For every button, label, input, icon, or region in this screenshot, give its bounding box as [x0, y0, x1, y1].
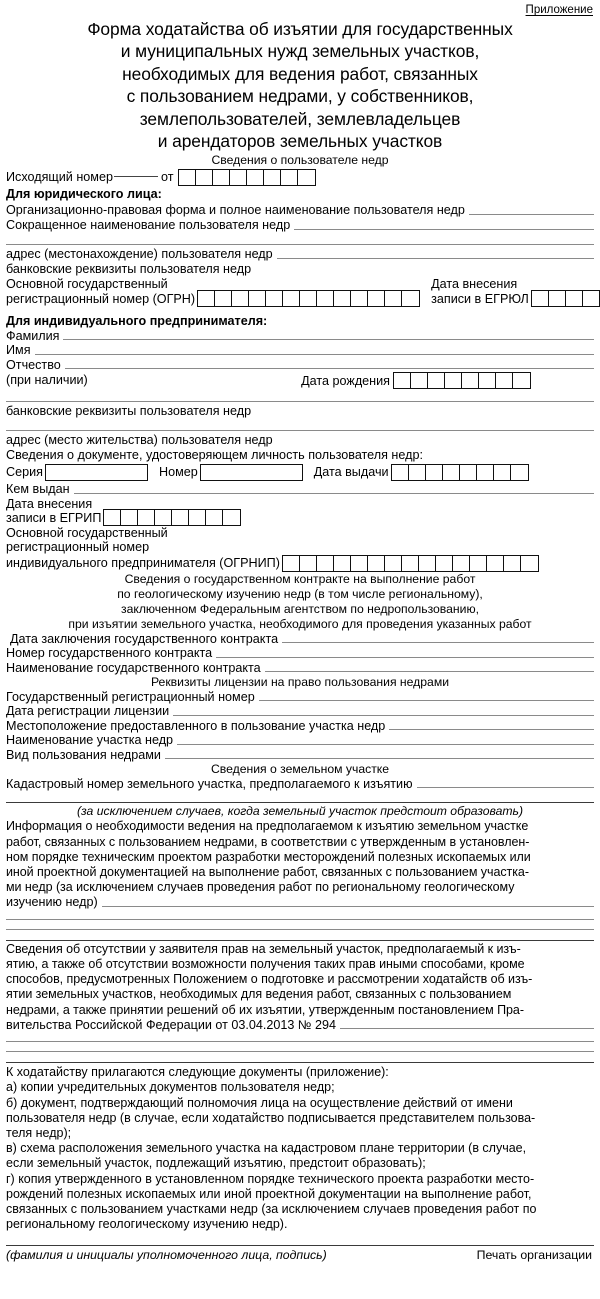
doc-number-input[interactable] — [200, 464, 303, 481]
signature-line[interactable] — [6, 1245, 594, 1246]
license-reg-date-input[interactable] — [173, 715, 594, 716]
title-line-2: и муниципальных нужд земельных участков, — [120, 41, 480, 62]
short-name-continuation-rule[interactable] — [6, 244, 594, 245]
rights-paragraph-line-1: Сведения об отсутствии у заявителя прав на земельный участок, предполагаемый к изъ- — [6, 941, 521, 956]
subsoil-use-type-row — [6, 748, 594, 762]
contract-number-input[interactable] — [216, 657, 594, 658]
ogrnip-input[interactable] — [282, 555, 539, 572]
entrepreneur-bank-rule[interactable] — [6, 401, 594, 402]
patronymic-row — [6, 358, 594, 372]
info-paragraph-line-5: ми недр (за исключением случаев проведения работ по региональному геологическому — [6, 880, 515, 895]
contract-heading-line-1: Сведения о государственном контракте на выполнение работ — [124, 571, 476, 586]
title-line-5: землепользователей, землевладельцев — [139, 108, 461, 129]
surname-row — [6, 329, 594, 343]
appendix-header — [6, 3, 594, 17]
org-form-input[interactable] — [469, 214, 594, 215]
subsoil-use-type-input[interactable] — [165, 758, 594, 759]
bank-details-row — [6, 262, 594, 277]
contract-name-input[interactable] — [265, 671, 594, 672]
contract-number-label: Номер государственного контракта — [6, 646, 213, 661]
rights-paragraph-last-line-row — [6, 1018, 594, 1032]
short-name-label: Сокращенное наименование пользователя недр — [6, 217, 291, 232]
info-paragraph-last-line-row — [6, 895, 594, 909]
subsoil-name-input[interactable] — [177, 744, 594, 745]
patronymic-label: Отчество — [6, 357, 61, 372]
title-line-1: Форма ходатайства об изъятии для государственных — [87, 19, 513, 39]
contract-date-input[interactable] — [282, 642, 594, 643]
land-plot-heading: Сведения о земельном участке — [210, 761, 390, 776]
cadastral-number-label: Кадастровый номер земельного участка, предполагаемого к изъятию — [6, 776, 413, 791]
birth-date-input[interactable] — [393, 372, 531, 389]
egrul-date-label: Дата внесения записи в ЕГРЮЛ — [431, 277, 529, 307]
info-paragraph-line-6: изучению недр) — [6, 895, 98, 910]
cadastral-number-input[interactable] — [417, 787, 594, 788]
contract-name-row — [6, 661, 594, 675]
attachment-item-v: в) схема расположения земельного участка на кадастровом плане территории (в случае, если земельный участок, подлежащий изъятию, предстоит образовать); — [6, 1141, 527, 1171]
first-name-input[interactable] — [35, 354, 594, 355]
rights-paragraph-input-2[interactable] — [6, 1041, 594, 1042]
patronymic-input[interactable] — [65, 368, 594, 369]
attachments-separator — [6, 1062, 594, 1063]
patronymic-note-row — [6, 372, 594, 389]
subsoil-location-row — [6, 719, 594, 733]
subsoil-location-label: Местоположение предоставленного в пользование участка недр — [6, 718, 386, 733]
entrepreneur-bank-label: банковские реквизиты пользователя недр — [6, 404, 252, 419]
cadastral-note: (за исключением случаев, когда земельный участок предстоит образовать) — [76, 804, 524, 819]
subsoil-name-label: Наименование участка недр — [6, 733, 174, 748]
address-input[interactable] — [277, 258, 594, 259]
footer-row — [6, 1248, 594, 1263]
info-paragraph-input-2[interactable] — [6, 919, 594, 920]
attachments-block — [6, 1065, 594, 1232]
attachment-item-g: г) копия утвержденного в установленном порядке технического проекта разработки место- рождений полезных ископаемых или иной проектной документации на выполнение работ, связанных с пользованием участками недр (за исключением случаев проведения работ по региональному геологическому изучению недр). — [6, 1171, 537, 1232]
issue-date-label: Дата выдачи — [313, 465, 389, 480]
info-paragraph-line-2: работ, связанных с пользованием недрами, в соответствии с утвержденным в установлен- — [6, 834, 530, 849]
rights-paragraph-line-2: ятию, а также об отсутствии возможности получения таких прав иными способами, кроме — [6, 956, 525, 971]
org-form-row — [6, 203, 594, 218]
contract-date-row — [6, 632, 594, 646]
egrip-date-label: Дата внесения записи в ЕГРИП — [6, 496, 102, 526]
identity-doc-heading: Сведения о документе, удостоверяющем личность пользователя недр: — [6, 447, 423, 462]
surname-input[interactable] — [63, 339, 594, 340]
stamp-label: Печать организации — [476, 1248, 592, 1263]
short-name-row — [6, 218, 594, 233]
outgoing-from-label: от — [160, 170, 174, 185]
signature-caption: (фамилия и инициалы уполномоченного лица, подпись) — [6, 1248, 327, 1263]
ogrn-row — [6, 277, 594, 306]
subsoil-name-row — [6, 733, 594, 747]
issue-date-input[interactable] — [391, 464, 529, 481]
entrepreneur-heading: Для индивидуального предпринимателя: — [6, 313, 268, 328]
residence-rule[interactable] — [6, 430, 594, 431]
license-reg-number-label: Государственный регистрационный номер — [6, 689, 255, 704]
entrepreneur-bank-row — [6, 404, 594, 418]
rights-paragraph-line-5: недрами, а также принятии решений об их изъятии, утвержденным постановлением Пра- — [6, 1002, 524, 1017]
rights-paragraph-line-4: ятии земельных участков, необходимых для ведения работ, связанных с пользованием — [6, 987, 512, 1002]
rights-paragraph-line-3: способов, предусмотренных Положением о подготовке и рассмотрении ходатайств об изъ- — [6, 972, 533, 987]
info-paragraph-input-1[interactable] — [102, 906, 594, 907]
surname-label: Фамилия — [6, 328, 60, 343]
residence-row — [6, 433, 594, 447]
legal-entity-heading: Для юридического лица: — [6, 187, 162, 202]
ogrn-input[interactable] — [197, 290, 420, 307]
birth-date-label: Дата рождения — [301, 373, 390, 388]
appendix-label: Приложение — [525, 4, 593, 16]
series-label: Серия — [6, 465, 43, 480]
contract-heading-line-2: по геологическому изучению недр (в том числе региональному), — [117, 586, 483, 601]
license-reg-number-row — [6, 690, 594, 704]
egrip-date-input[interactable] — [103, 509, 241, 526]
title-line-6: и арендаторов земельных участков — [157, 131, 443, 152]
license-heading: Реквизиты лицензии на право пользования недрами — [150, 674, 450, 689]
outgoing-number-row — [6, 169, 594, 186]
rights-paragraph-line-6: вительства Российской Федерации от 03.04.2013 № 294 — [6, 1017, 336, 1032]
contract-date-label: Дата заключения государственного контракта — [10, 631, 279, 646]
attachments-intro: К ходатайству прилагаются следующие документы (приложение): — [6, 1065, 389, 1080]
info-paragraph-separator — [6, 940, 594, 941]
contract-name-label: Наименование государственного контракта — [6, 660, 261, 675]
egrul-date-input[interactable] — [531, 290, 600, 307]
info-paragraph-line-1: Информация о необходимости ведения на предполагаемом к изъятию земельном участке — [6, 819, 529, 834]
license-reg-number-input[interactable] — [259, 700, 594, 701]
egrip-date-row — [6, 497, 594, 526]
subsoil-use-type-label: Вид пользования недрами — [6, 747, 161, 762]
contract-number-row — [6, 646, 594, 660]
series-input[interactable] — [45, 464, 148, 481]
license-reg-date-row — [6, 704, 594, 718]
info-paragraph-line-4: иной проектной документацией на выполнение работ, связанных с пользованием участка- — [6, 864, 529, 879]
short-name-input[interactable] — [294, 229, 594, 230]
ogrnip-label-line-2: регистрационный номер — [6, 540, 150, 555]
first-name-row — [6, 343, 594, 357]
ogrnip-label-line-1: Основной государственный — [6, 525, 168, 540]
license-reg-date-label: Дата регистрации лицензии — [6, 704, 170, 719]
ogrnip-row — [6, 555, 594, 572]
contract-heading-line-3: заключенном Федеральным агентством по недропользованию, — [120, 601, 479, 616]
section-heading-user-info: Сведения о пользователе недр — [211, 153, 389, 168]
rights-paragraph-input-1[interactable] — [340, 1028, 594, 1029]
outgoing-date-input[interactable] — [178, 169, 316, 186]
identity-doc-row — [6, 464, 594, 481]
info-paragraph-line-3: ном порядке техническим проектом разработки месторождений полезных ископаемых или — [6, 849, 531, 864]
address-label: адрес (местонахождение) пользователя недр — [6, 247, 273, 262]
rights-paragraph — [6, 942, 594, 1018]
bank-details-label: банковские реквизиты пользователя недр — [6, 262, 252, 277]
org-form-label: Организационно-правовая форма и полное наименование пользователя недр — [6, 202, 465, 217]
patronymic-note: (при наличии) — [6, 372, 88, 387]
residence-label: адрес (место жительства) пользователя недр — [6, 433, 273, 448]
issued-by-row — [6, 482, 594, 496]
cadastral-continuation-rule[interactable] — [6, 802, 594, 803]
issued-by-input[interactable] — [74, 493, 594, 494]
subsoil-location-input[interactable] — [389, 729, 594, 730]
attachment-item-a: а) копии учредительных документов пользователя недр; — [6, 1080, 335, 1095]
ogrn-label: Основной государственный регистрационный номер (ОГРН) — [6, 277, 196, 307]
outgoing-number-input[interactable] — [114, 176, 158, 177]
ogrnip-label-line-3: индивидуального предпринимателя (ОГРНИП) — [6, 556, 280, 571]
contract-heading-line-4: при изъятии земельного участка, необходимого для проведения указанных работ — [68, 616, 532, 631]
cadastral-number-row — [6, 777, 594, 791]
issued-by-label: Кем выдан — [6, 482, 70, 497]
title-line-4: с пользованием недрами, у собственников, — [126, 86, 474, 107]
title-line-3: необходимых для ведения работ, связанных — [122, 63, 478, 84]
first-name-label: Имя — [6, 343, 31, 358]
address-row — [6, 247, 594, 262]
attachment-item-b: б) документ, подтверждающий полномочия лица на осуществление действий от имени пользователя недр (в случае, если ходатайство подписывается представителем пользова- теля недр); — [6, 1095, 536, 1140]
page-title — [10, 18, 590, 152]
doc-number-label: Номер — [158, 465, 198, 480]
info-paragraph — [6, 819, 594, 895]
outgoing-number-label: Исходящий номер — [6, 170, 113, 185]
